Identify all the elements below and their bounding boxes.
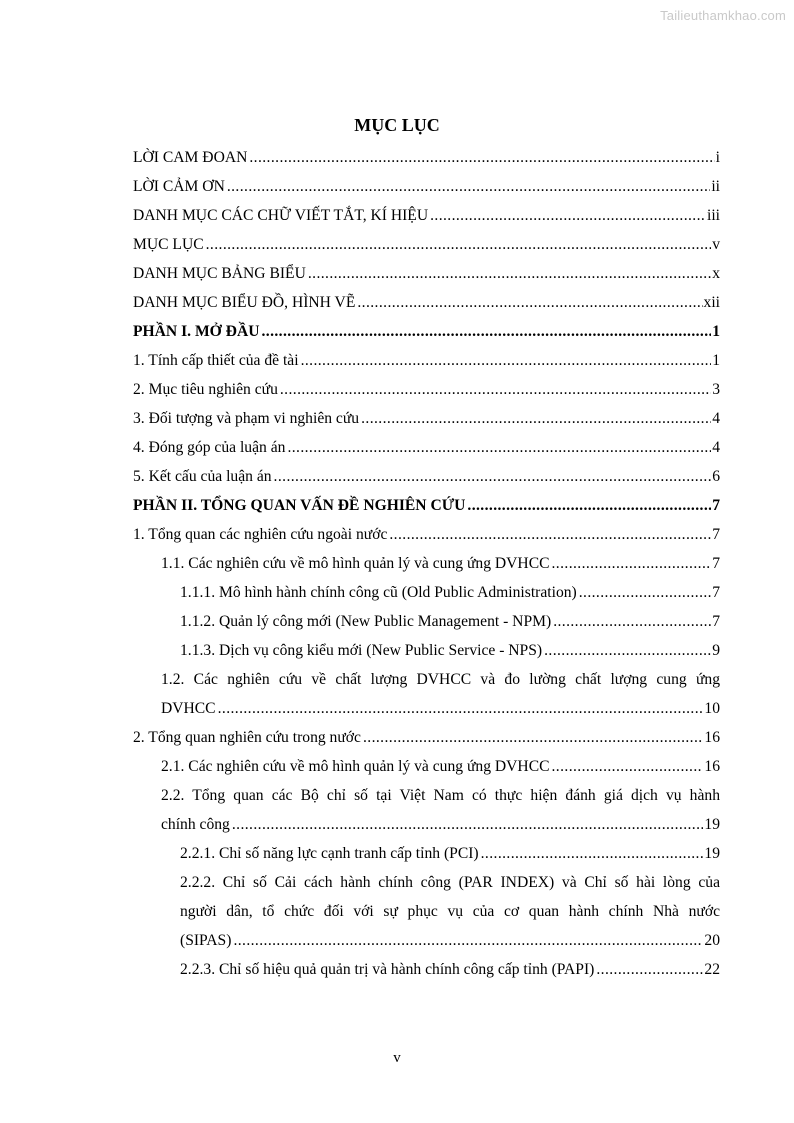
toc-entry-label: MỤC LỤC: [133, 236, 204, 253]
toc-entry-page: i: [715, 149, 720, 166]
toc-entry-label: DANH MỤC BẢNG BIỂU: [133, 265, 306, 282]
toc-entry-page: iii: [707, 207, 720, 224]
leader-dots: [363, 723, 703, 752]
page-title: MỤC LỤC: [354, 115, 440, 135]
toc-entry[interactable]: [133, 433, 720, 462]
toc-entry-part[interactable]: [133, 491, 720, 520]
toc-entry-page: 7: [712, 497, 720, 514]
toc-entry[interactable]: [133, 520, 720, 549]
toc-entry-label: (SIPAS): [180, 932, 232, 949]
toc-entry-page: 1: [712, 352, 720, 369]
toc-entry-label: 1.1.2. Quản lý công mới (New Public Management - NPM): [180, 613, 552, 630]
leader-dots: [249, 143, 714, 172]
toc-entry-label: 2. Tổng quan nghiên cứu trong nước: [133, 729, 361, 746]
toc-entry-page: 16: [704, 729, 720, 746]
leader-dots: [361, 404, 711, 433]
leader-dots: [579, 578, 711, 607]
toc-entry-page: v: [712, 236, 720, 253]
toc-entry-page: 1: [712, 323, 720, 340]
toc-entry-label: LỜI CẢM ƠN: [133, 178, 225, 195]
toc-entry[interactable]: [133, 172, 720, 201]
toc-entry[interactable]: [133, 375, 720, 404]
toc-entry-label: DVHCC: [161, 700, 216, 717]
toc-entry[interactable]: [133, 578, 720, 607]
leader-dots: [280, 375, 711, 404]
leader-dots: [430, 201, 706, 230]
toc-entry-page: x: [712, 265, 720, 282]
toc-entry[interactable]: [133, 607, 720, 636]
leader-dots: [389, 520, 711, 549]
toc-entry-label: 1.1.3. Dịch vụ công kiểu mới (New Public Service - NPS): [180, 642, 543, 659]
toc-entry[interactable]: [133, 346, 720, 375]
toc-entry-label: 1. Tổng quan các nghiên cứu ngoài nước: [133, 526, 388, 543]
toc-entry-label: 4. Đóng góp của luận án: [133, 439, 286, 456]
toc-entry-label: 1.1. Các nghiên cứu về mô hình quản lý và cung ứng DVHCC: [161, 555, 550, 572]
toc-entry-label-line: người dân, tổ chức đối với sự phục vụ của cơ quan hành chính Nhà nước: [180, 903, 720, 920]
leader-dots: [308, 259, 711, 288]
toc-entry-page: 22: [704, 961, 720, 978]
toc-entry-page: 16: [704, 758, 720, 775]
toc-entry-page: 7: [712, 555, 720, 572]
toc-entry-label-line: 2.2.2. Chỉ số Cải cách hành chính công (PAR INDEX) và Chỉ số hài lòng của: [180, 874, 720, 891]
toc-entry-page: 7: [712, 526, 720, 543]
toc-entry-page: ii: [711, 178, 720, 195]
leader-dots: [481, 839, 704, 868]
toc-entry[interactable]: [133, 549, 720, 578]
toc-entry-page: 10: [704, 700, 720, 717]
toc-entry-label: DANH MỤC CÁC CHỮ VIẾT TẮT, KÍ HIỆU: [133, 207, 429, 224]
watermark: Tailieuthamkhao.com: [660, 8, 786, 23]
toc-entry-label-line: 2.2. Tổng quan các Bộ chỉ số tại Việt Nam có thực hiện đánh giá dịch vụ hành: [161, 787, 720, 804]
toc-entry-page: 7: [712, 613, 720, 630]
leader-dots: [261, 317, 711, 346]
toc-entry-label: DANH MỤC BIỂU ĐỒ, HÌNH VẼ: [133, 294, 356, 311]
toc-entry-page: 7: [712, 584, 720, 601]
toc-entry[interactable]: [133, 259, 720, 288]
toc-entry-page: 3: [712, 381, 720, 398]
leader-dots: [357, 288, 702, 317]
toc-entry[interactable]: [133, 143, 720, 172]
page-number: v: [393, 1050, 401, 1066]
leader-dots: [553, 607, 711, 636]
toc-entry-page: 19: [704, 816, 720, 833]
toc-entry-label: 2.2.3. Chỉ số hiệu quả quản trị và hành chính công cấp tỉnh (PAPI): [180, 961, 595, 978]
toc-entry-label: 2. Mục tiêu nghiên cứu: [133, 381, 278, 398]
toc-entry[interactable]: [133, 404, 720, 433]
leader-dots: [287, 433, 711, 462]
leader-dots: [227, 172, 711, 201]
table-of-contents: [133, 143, 720, 984]
leader-dots: [218, 694, 704, 723]
toc-entry-continuation: [133, 694, 720, 723]
toc-entry[interactable]: [133, 839, 720, 868]
toc-entry-label-line: 1.2. Các nghiên cứu về chất lượng DVHCC và đo lường chất lượng cung ứng: [161, 671, 720, 688]
leader-dots: [232, 810, 704, 839]
toc-entry[interactable]: [133, 201, 720, 230]
toc-entry-label: LỜI CAM ĐOAN: [133, 149, 248, 166]
toc-entry-page: 4: [712, 439, 720, 456]
toc-entry-multiline[interactable]: [133, 665, 720, 723]
toc-entry-label: PHẦN II. TỔNG QUAN VẤN ĐỀ NGHIÊN CỨU: [133, 497, 466, 514]
toc-entry[interactable]: [133, 230, 720, 259]
leader-dots: [544, 636, 711, 665]
toc-entry-label: 2.2.1. Chỉ số năng lực cạnh tranh cấp tỉnh (PCI): [180, 845, 479, 862]
toc-entry-page: 9: [712, 642, 720, 659]
toc-entry-label: PHẦN I. MỞ ĐẦU: [133, 323, 260, 340]
leader-dots: [552, 752, 704, 781]
leader-dots: [274, 462, 712, 491]
toc-entry[interactable]: [133, 462, 720, 491]
toc-entry-page: 20: [704, 932, 720, 949]
toc-entry-part[interactable]: [133, 317, 720, 346]
toc-entry-multiline[interactable]: [133, 781, 720, 839]
toc-entry-continuation: [133, 810, 720, 839]
toc-entry-label: 1.1.1. Mô hình hành chính công cũ (Old Public Administration): [180, 584, 577, 601]
toc-entry[interactable]: [133, 636, 720, 665]
toc-entry-label: 1. Tính cấp thiết của đề tài: [133, 352, 299, 369]
leader-dots: [301, 346, 712, 375]
toc-entry-page: 4: [712, 410, 720, 427]
toc-entry[interactable]: [133, 955, 720, 984]
toc-entry-page: xii: [703, 294, 720, 311]
toc-entry[interactable]: [133, 752, 720, 781]
leader-dots: [206, 230, 712, 259]
toc-entry-label: 2.1. Các nghiên cứu về mô hình quản lý và cung ứng DVHCC: [161, 758, 550, 775]
toc-entry-page: 19: [704, 845, 720, 862]
toc-entry-continuation: [133, 926, 720, 955]
toc-entry[interactable]: [133, 288, 720, 317]
leader-dots: [467, 491, 711, 520]
leader-dots: [552, 549, 712, 578]
toc-entry-label: 5. Kết cấu của luận án: [133, 468, 272, 485]
toc-entry-multiline[interactable]: [133, 868, 720, 955]
toc-entry[interactable]: [133, 723, 720, 752]
toc-entry-label: chính công: [161, 816, 230, 833]
toc-entry-page: 6: [712, 468, 720, 485]
leader-dots: [596, 955, 703, 984]
toc-entry-label: 3. Đối tượng và phạm vi nghiên cứu: [133, 410, 360, 427]
leader-dots: [233, 926, 703, 955]
